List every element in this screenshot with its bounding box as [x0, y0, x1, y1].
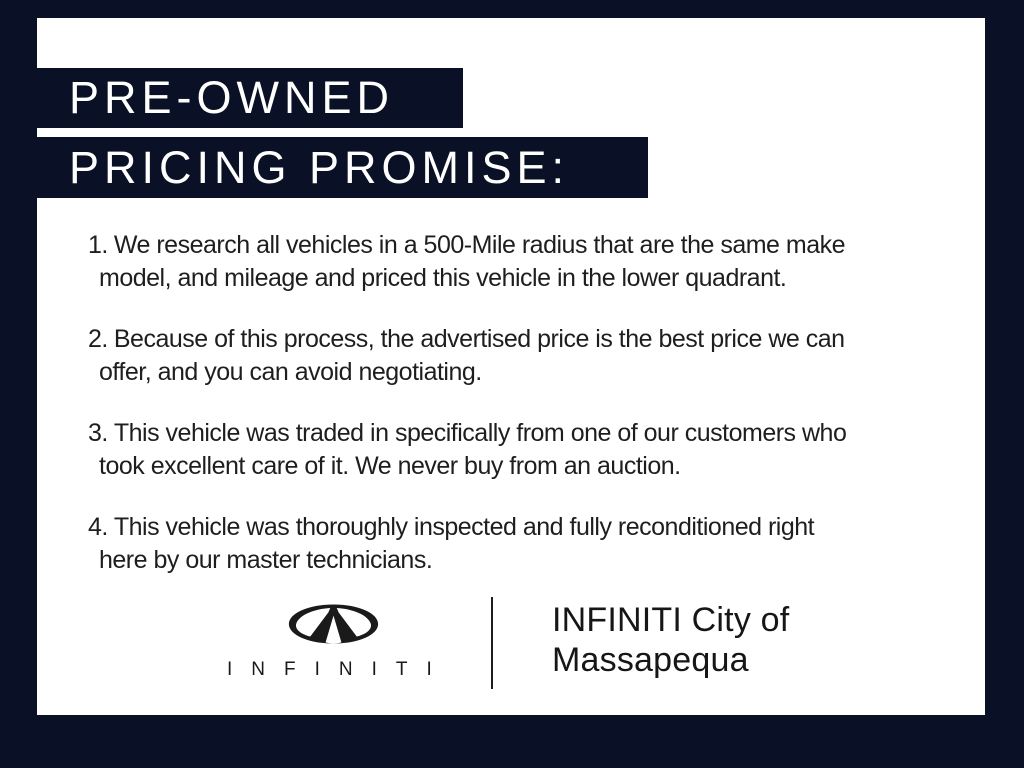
promise-line: This vehicle was traded in specifically from one of our customers who	[113, 419, 847, 447]
promise-number: 3.	[88, 419, 108, 447]
dealer-name-line-1: INFINITI City of	[552, 601, 790, 639]
promise-line: offer, and you can avoid negotiating.	[99, 358, 482, 386]
promise-number: 1.	[88, 231, 108, 259]
dealer-name	[552, 600, 789, 680]
promise-line: took excellent care of it. We never buy from an auction.	[99, 452, 681, 480]
promise-line: model, and mileage and priced this vehicle in the lower quadrant.	[99, 264, 787, 292]
dealer-name-line-2: Massapequa	[552, 641, 749, 679]
headline-line-1: PRE-OWNED	[69, 72, 394, 123]
promise-list	[88, 229, 962, 605]
promise-line: This vehicle was thoroughly inspected and fully reconditioned right	[113, 513, 815, 541]
infiniti-emblem-icon	[287, 603, 380, 645]
promise-line: Because of this process, the advertised price is the best price we can	[113, 325, 845, 353]
promise-number: 4.	[88, 513, 108, 541]
vertical-divider	[491, 597, 493, 689]
promise-item-2	[88, 323, 962, 389]
promise-item-4	[88, 511, 962, 577]
promise-number: 2.	[88, 325, 108, 353]
promise-item-3	[88, 417, 962, 483]
headline-banner-pricing-promise	[0, 137, 648, 198]
infiniti-wordmark: INFINITI	[227, 659, 451, 680]
headline-banner-pre-owned	[0, 68, 463, 128]
headline-line-2: PRICING PROMISE:	[69, 141, 570, 193]
promise-line: here by our master technicians.	[99, 546, 433, 574]
promise-line: We research all vehicles in a 500-Mile radius that are the same make	[113, 231, 846, 259]
promise-item-1	[88, 229, 962, 295]
